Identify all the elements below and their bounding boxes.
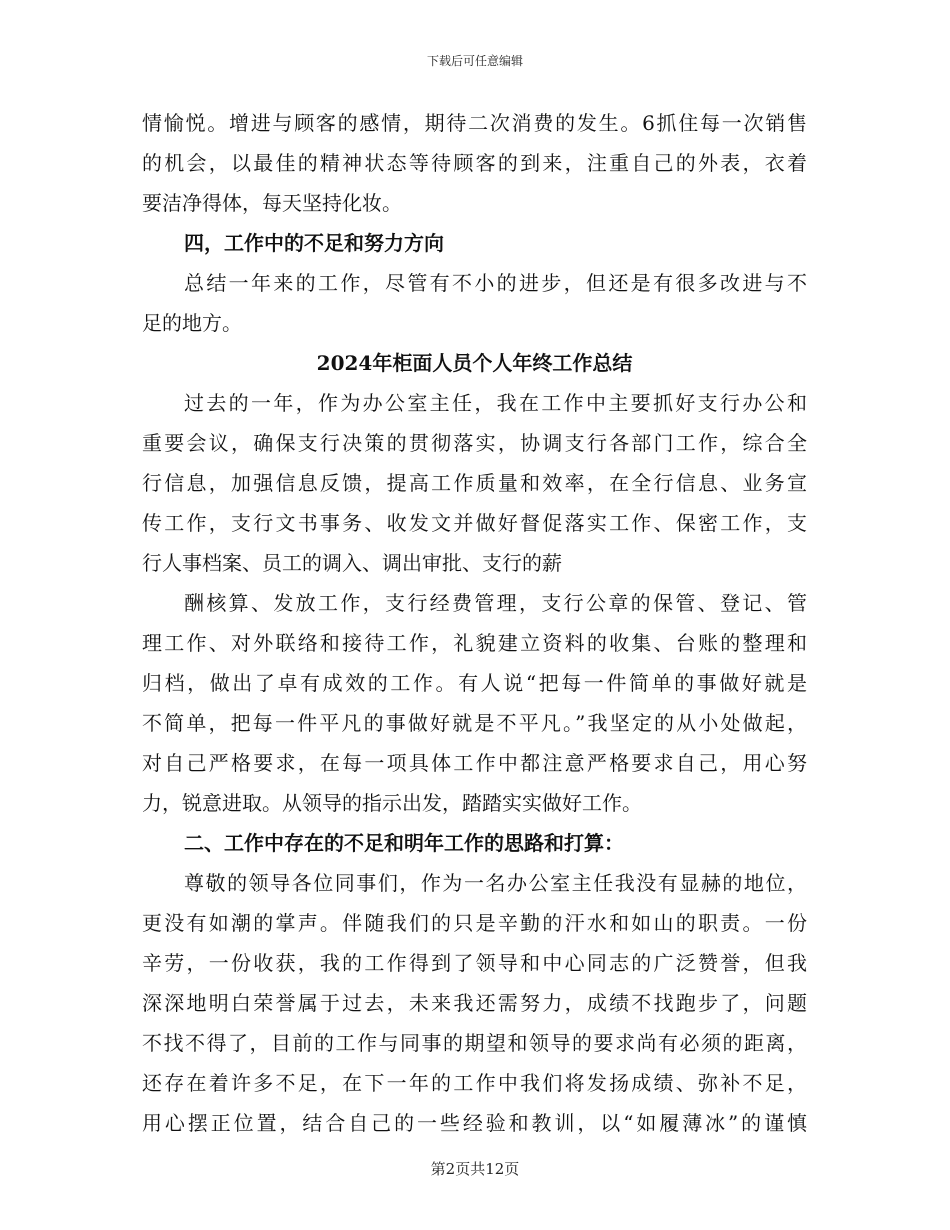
body-line: 总结一年来的工作，尽管有不小的进步，但还是有很多改进与不 [184, 271, 807, 295]
page-footer: 第2页共12页 [430, 1160, 520, 1178]
body-line: 理工作、对外联络和接待工作，礼貌建立资料的收集、台账的整理和 [142, 631, 807, 655]
body-line: 行人事档案、员工的调入、调出审批、支行的薪 [142, 551, 562, 575]
body-line: 不简单，把每一件平凡的事做好就是不平凡。”我坚定的从小处做起， [142, 711, 807, 735]
body-line: 还存在着许多不足，在下一年的工作中我们将发扬成绩、弥补不足， [142, 1071, 807, 1095]
body-line: 用心摆正位置，结合自己的一些经验和教训，以“如履薄冰”的谨慎 [142, 1111, 807, 1135]
page-header: 下载后可任意编辑 [426, 54, 523, 68]
body-line: 辛劳，一份收获，我的工作得到了领导和中心同志的广泛赞誉，但我 [142, 951, 807, 975]
body-line: 深深地明白荣誉属于过去，未来我还需努力，成绩不找跑步了，问题 [142, 991, 807, 1015]
body-line: 情愉悦。增进与顾客的感情，期待二次消费的发生。6抓住每一次销售 [142, 111, 807, 135]
body-line: 不找不得了，目前的工作与同事的期望和领导的要求尚有必须的距离， [142, 1031, 807, 1055]
section-heading: 四，工作中的不足和努力方向 [184, 231, 444, 255]
body-line: 过去的一年，作为办公室主任，我在工作中主要抓好支行办公和 [184, 391, 807, 415]
document-body [142, 103, 807, 1143]
body-line: 行信息，加强信息反馈，提高工作质量和效率，在全行信息、业务宣 [142, 471, 807, 495]
body-line: 尊敬的领导各位同事们，作为一名办公室主任我没有显赫的地位， [184, 871, 807, 895]
body-line: 酬核算、发放工作，支行经费管理，支行公章的保管、登记、管 [184, 591, 807, 615]
body-line: 力，锐意进取。从领导的指示出发，踏踏实实做好工作。 [142, 791, 642, 815]
section-heading: 二、工作中存在的不足和明年工作的思路和打算： [184, 831, 624, 855]
body-line: 要洁净得体，每天坚持化妆。 [142, 191, 402, 215]
document-title: 2024年柜面人员个人年终工作总结 [316, 351, 633, 375]
body-line: 更没有如潮的掌声。伴随我们的只是辛勤的汗水和如山的职责。一份 [142, 911, 807, 935]
body-line: 归档，做出了卓有成效的工作。有人说“把每一件简单的事做好就是 [142, 671, 807, 695]
body-line: 传工作，支行文书事务、收发文并做好督促落实工作、保密工作，支 [142, 511, 807, 535]
body-line: 重要会议，确保支行决策的贯彻落实，协调支行各部门工作，综合全 [142, 431, 807, 455]
body-line: 的机会，以最佳的精神状态等待顾客的到来，注重自己的外表，衣着 [142, 151, 807, 175]
body-line: 足的地方。 [142, 311, 242, 335]
body-line: 对自己严格要求，在每一项具体工作中都注意严格要求自己，用心努 [142, 751, 807, 775]
